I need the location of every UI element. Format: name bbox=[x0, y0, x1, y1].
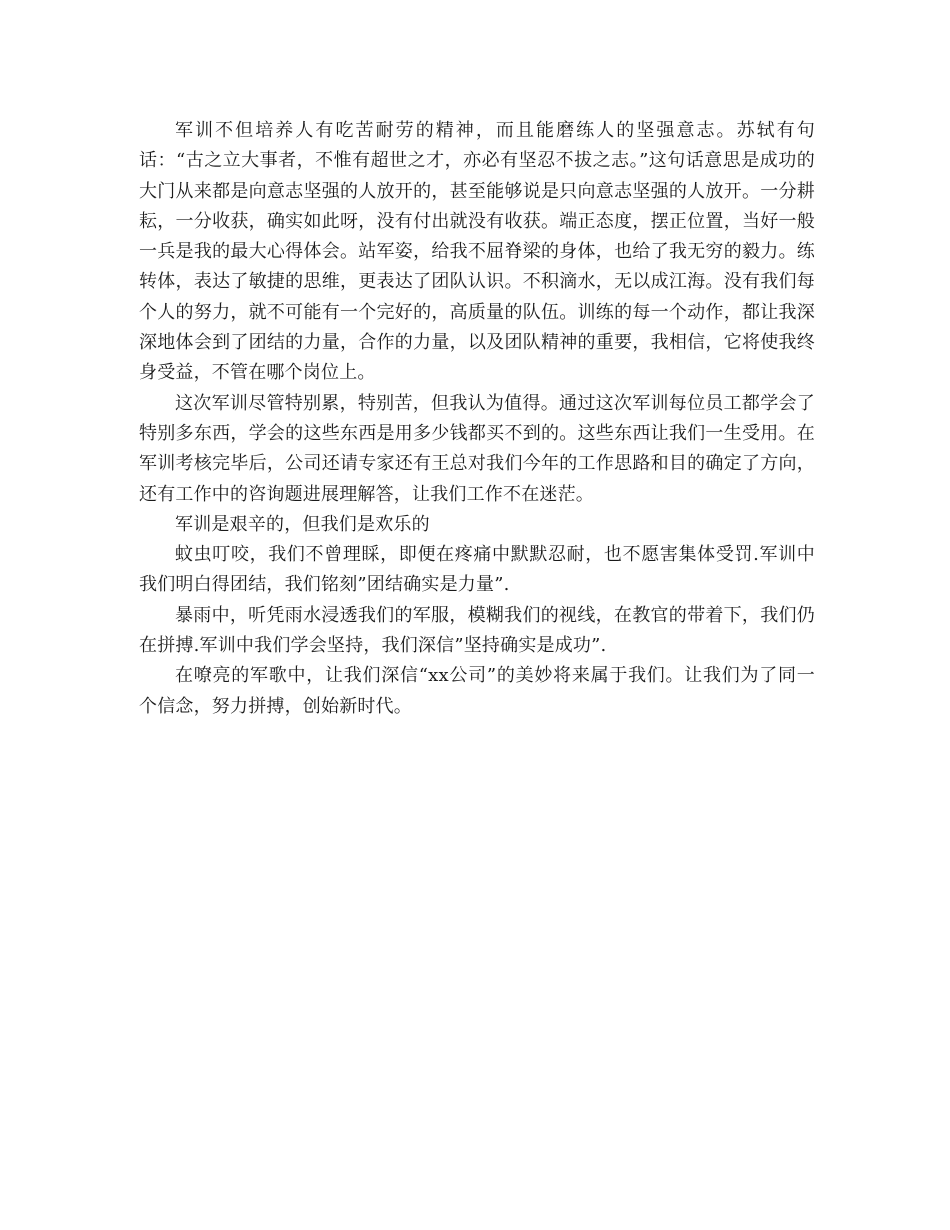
paragraph-6: 在嘹亮的军歌中，让我们深信“xx公司”的美妙将来属于我们。让我们为了同一个信念，努力拼搏，创始新时代。 bbox=[139, 665, 815, 717]
paragraph-3: 军训是艰辛的，但我们是欢乐的 bbox=[175, 513, 430, 535]
document-body bbox=[139, 116, 815, 722]
paragraph-2: 这次军训尽管特别累，特别苦，但我认为值得。通过这次军训每位员工都学会了特别多东西，学会的这些东西是用多少钱都买不到的。这些东西让我们一生受用。在军训考核完毕后，公司还请专家还有王总对我们今年的工作思路和目的确定了方向，还有工作中的咨询题进展理解答，让我们工作不在迷茫。 bbox=[139, 392, 815, 505]
paragraph-5: 暴雨中，听凭雨水浸透我们的军服，模糊我们的视线，在教官的带着下，我们仍在拼搏.军训中我们学会坚持，我们深信”坚持确实是成功”. bbox=[139, 604, 815, 657]
paragraph-1: 军训不但培养人有吃苦耐劳的精神，而且能磨练人的坚强意志。苏轼有句话：“古之立大事者，不惟有超世之才，亦必有坚忍不拔之志。”这句话意思是成功的大门从来都是向意志坚强的人放开的，甚至能够说是只向意志坚强的人放开。一分耕耘，一分收获，确实如此呀，没有付出就没有收获。端正态度，摆正位置，当好一般一兵是我的最大心得体会。站军姿，给我不屈脊梁的身体，也给了我无穷的毅力。练转体，表达了敏捷的思维，更表达了团队认识。不积滴水，无以成江海。没有我们每个人的努力，就不可能有一个完好的，高质量的队伍。训练的每一个动作，都让我深深地体会到了团结的力量，合作的力量，以及团队精神的重要，我相信，它将使我终身受益，不管在哪个岗位上。 bbox=[139, 120, 815, 384]
paragraph-4: 蚊虫叮咬，我们不曾理睬，即便在疼痛中默默忍耐，也不愿害集体受罚.军训中我们明白得团结，我们铭刻”团结确实是力量”. bbox=[139, 544, 815, 596]
